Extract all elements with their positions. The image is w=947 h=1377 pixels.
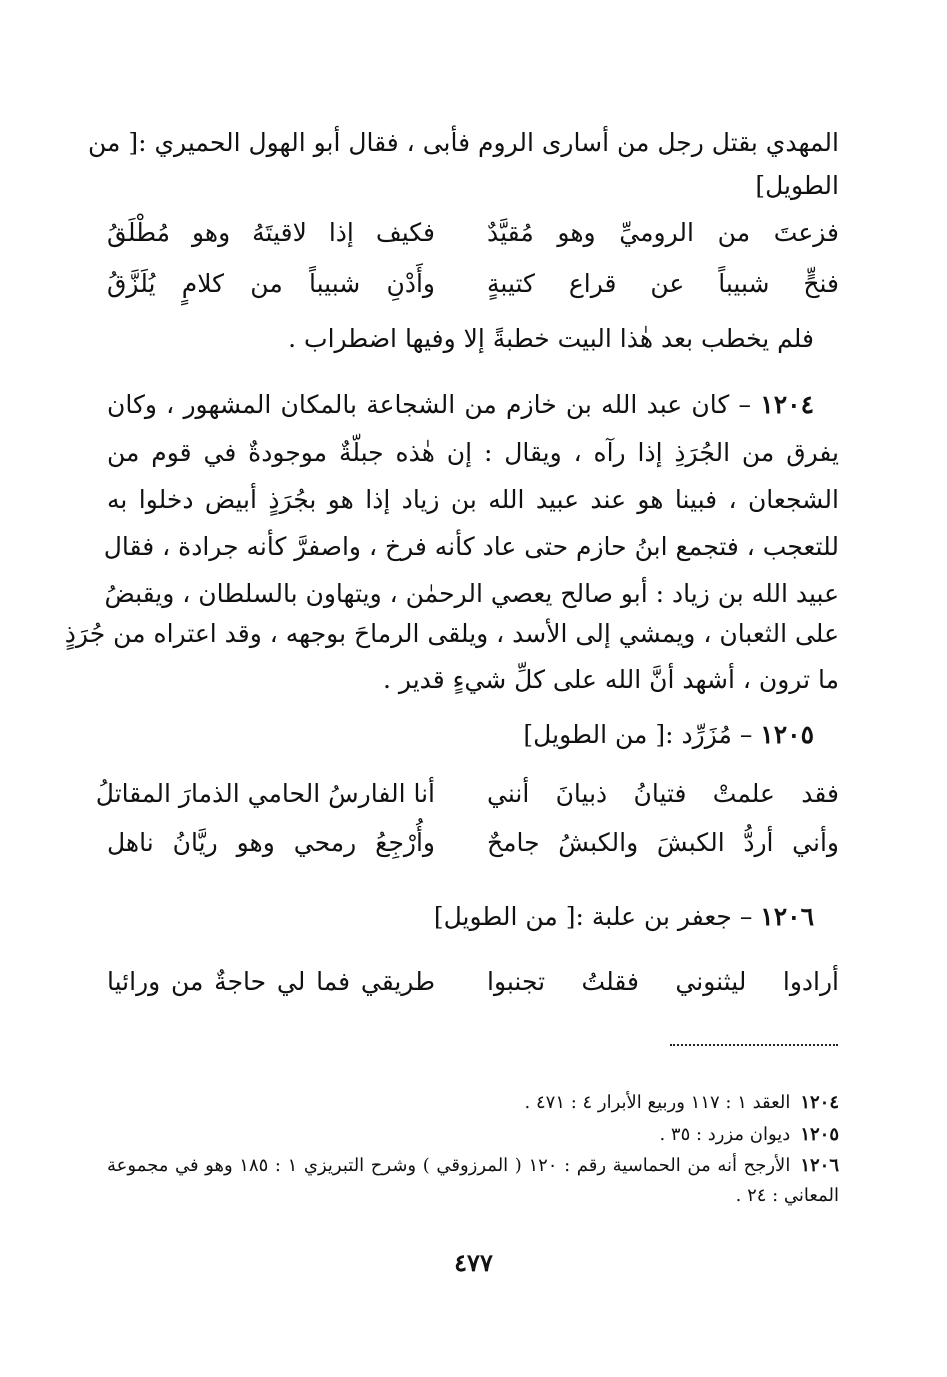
poem2-verse-2-second-hemistich: وأُرْجِعُ رمحي وهو ريَّانُ ناهل bbox=[107, 828, 435, 857]
poem1-verse-1-first-hemistich: فزعتَ من الروميِّ وهو مُقيَّدٌ bbox=[487, 218, 839, 247]
poem2-verse-1 bbox=[95, 774, 839, 814]
poem3-verse-1-second-hemistich: طريقي فما لي حاجةٌ من ورائيا bbox=[107, 967, 435, 996]
poem1-verse-1-second-hemistich: فكيف إذا لاقيتَهُ وهو مُطْلَقُ bbox=[107, 218, 435, 247]
entry-1205-heading bbox=[523, 715, 814, 755]
entry-1206-heading bbox=[434, 897, 814, 937]
entry-1204-line-6: على الثعبان ، ويمشي إلى الأسد ، ويلقى الرماحَ بوجهه ، وقد اعتراه من جُرَذٍ bbox=[64, 619, 839, 648]
footnote-1205-text: ديوان مزرد : ٣٥ . bbox=[659, 1124, 791, 1145]
poem1-verse-2-first-hemistich: فنحٍّ شبيباً عن قراع كتيبةٍ bbox=[487, 269, 839, 298]
footnote-1204 bbox=[107, 1088, 839, 1118]
poem1-verse-1 bbox=[107, 213, 839, 253]
entry-1204-line-2: يفرق من الجُرَذِ إذا رآه ، ويقال : إن هٰذه جبلّةٌ موجودةٌ في قوم من bbox=[107, 438, 839, 467]
poem3-verse-1 bbox=[107, 962, 839, 1002]
page-number: ٤٧٧ bbox=[454, 1248, 493, 1277]
footnote-1205 bbox=[107, 1120, 839, 1150]
after-poem1-text: فلم يخطب بعد هٰذا البيت خطبةً إلا وفيها اضطراب . bbox=[288, 324, 814, 353]
footnote-1204-number: ١٢٠٤ bbox=[800, 1092, 839, 1113]
footnote-1206-continuation: المعاني : ٢٤ . bbox=[735, 1185, 839, 1206]
entry-1204-line-5: عبيد الله بن زياد : أبو صالح يعصي الرحمٰن ، ويتهاون بالسلطان ، ويقبضُ bbox=[104, 579, 839, 608]
entry-1204-line-7: ما ترون ، أشهد أنَّ الله على كلِّ شيءٍ قدير . bbox=[383, 665, 839, 694]
poem2-verse-1-first-hemistich: فقد علمتْ فتيانُ ذبيانَ أنني bbox=[487, 779, 839, 808]
footnote-1206 bbox=[107, 1151, 839, 1181]
entry-1204-line-1 bbox=[107, 385, 814, 425]
entry-1204-number: ١٢٠٤ bbox=[760, 390, 815, 419]
footnote-1206-text: الأرجح أنه من الحماسية رقم : ١٢٠ ( المرزوقي ) وشرح التبريزي ١ : ١٨٥ وهو في مجموعة bbox=[107, 1155, 791, 1176]
footnote-1204-text: العقد ١ : ١١٧ وربيع الأبرار ٤ : ٤٧١ . bbox=[524, 1092, 791, 1113]
entry-1204-line-3: الشجعان ، فبينا هو عند عبيد الله بن زياد إذا هو بجُرَذٍ أبيض دخلوا به bbox=[107, 485, 839, 514]
poem3-verse-1-first-hemistich: أرادوا ليثنوني فقلتُ تجنبوا bbox=[487, 967, 839, 996]
poem1-verse-2-second-hemistich: وأَدْنِ شبيباً من كلامٍ يُلَزَّقُ bbox=[107, 269, 435, 298]
entry-1206-heading-text: – جعفر بن علبة :[ من الطويل] bbox=[433, 902, 753, 931]
poem2-verse-2 bbox=[107, 823, 839, 863]
entry-1205-number: ١٢٠٥ bbox=[760, 720, 814, 749]
footnote-separator bbox=[670, 1044, 838, 1046]
intro-line-1: المهدي بقتل رجل من أسارى الروم فأبى ، فقال أبو الهول الحميري :[ من bbox=[87, 128, 839, 157]
entry-1205-heading-text: – مُزَرِّد :[ من الطويل] bbox=[523, 720, 753, 749]
intro-line-2: الطويل] bbox=[755, 171, 839, 200]
entry-1204-text-1: – كان عبد الله بن خازم من الشجاعة بالمكان المشهور ، وكان bbox=[107, 390, 752, 419]
footnote-1205-number: ١٢٠٥ bbox=[800, 1124, 839, 1145]
footnote-1206-number: ١٢٠٦ bbox=[800, 1155, 839, 1176]
poem2-verse-2-first-hemistich: وأني أردُّ الكبشَ والكبشُ جامحٌ bbox=[487, 828, 839, 857]
poem1-verse-2 bbox=[107, 264, 839, 304]
entry-1206-number: ١٢٠٦ bbox=[760, 902, 814, 931]
entry-1204-line-4: للتعجب ، فتجمع ابنُ حازم حتى عاد كأنه فرخ ، واصفرَّ كأنه جرادة ، فقال bbox=[103, 532, 839, 561]
poem2-verse-1-second-hemistich: أنا الفارسُ الحامي الذمارَ المقاتلُ bbox=[95, 779, 435, 808]
